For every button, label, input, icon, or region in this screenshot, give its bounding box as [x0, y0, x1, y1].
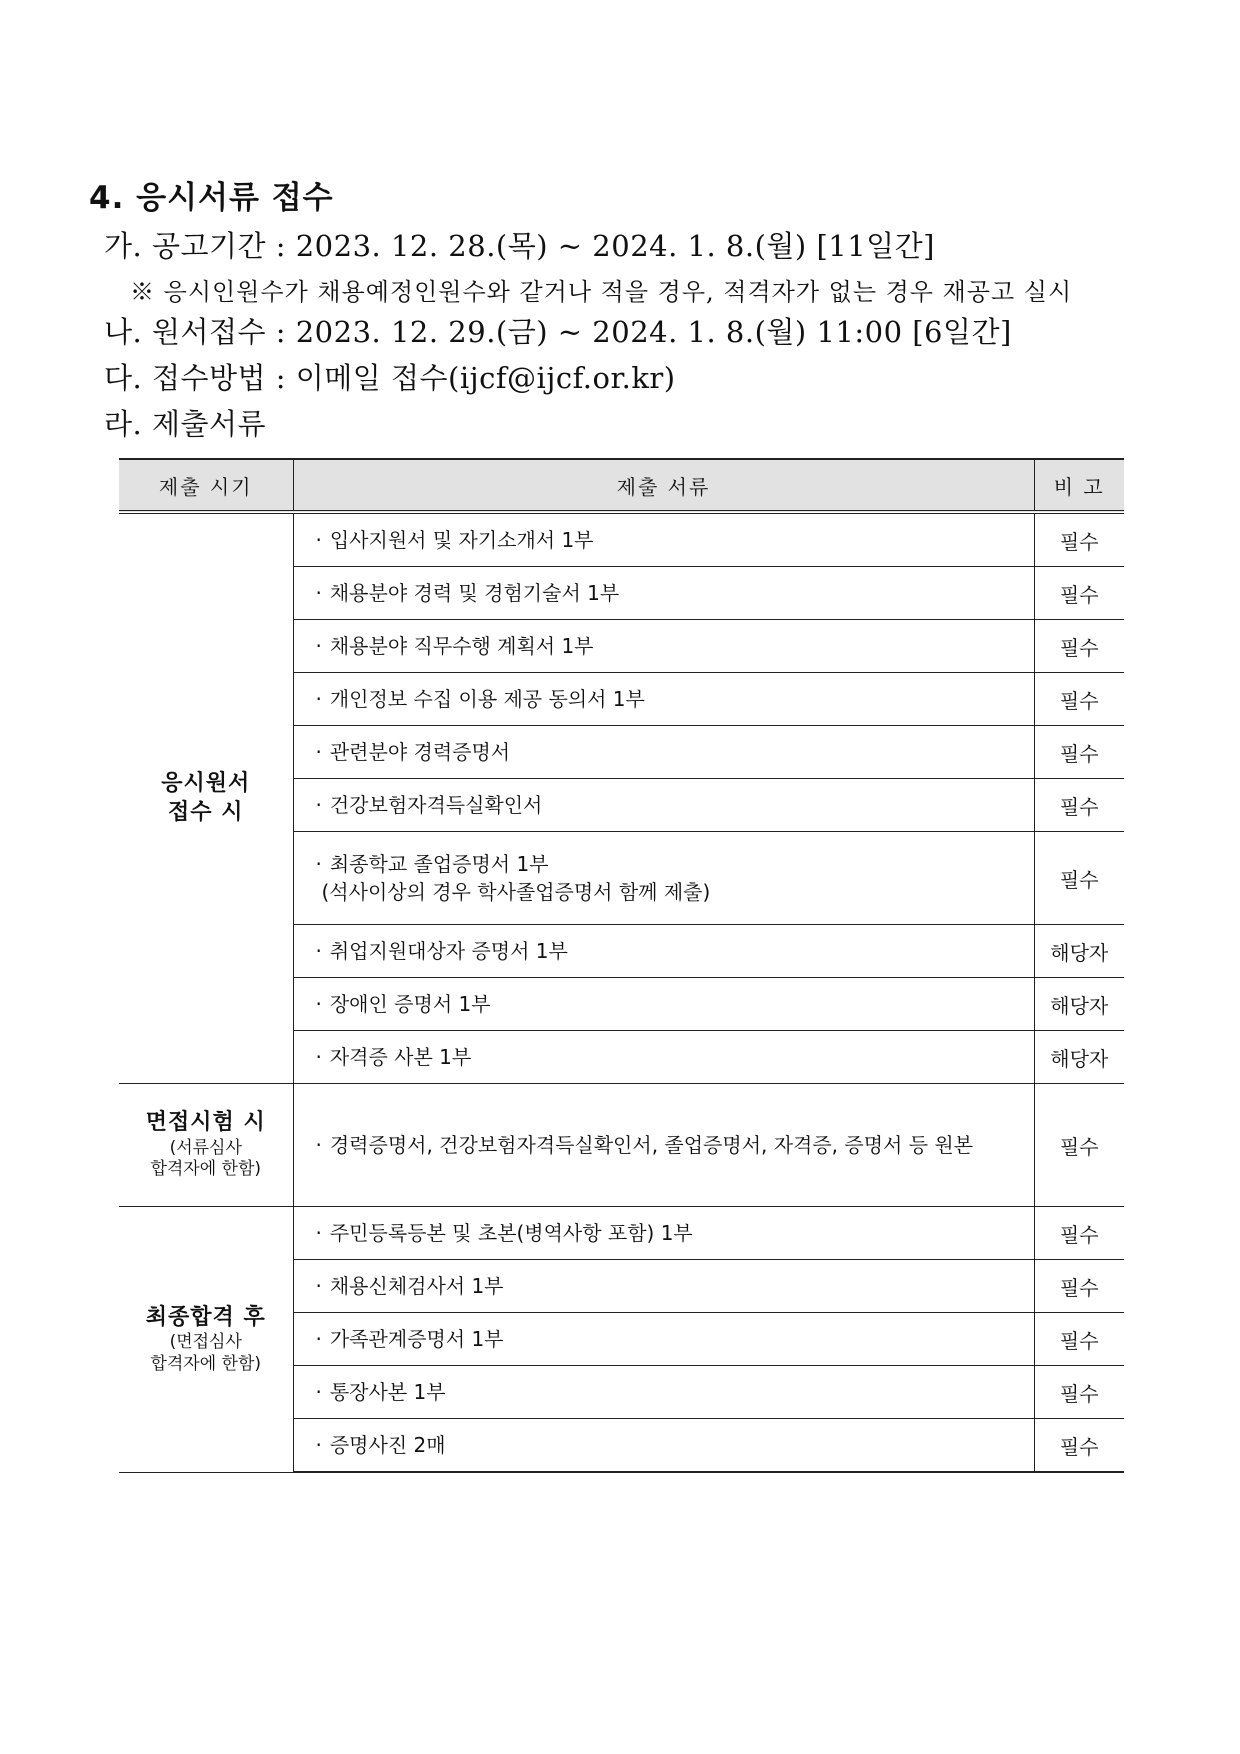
document-cell — [293, 1313, 1034, 1366]
table-row — [119, 512, 1124, 567]
remark-cell: 해당자 — [1034, 978, 1124, 1031]
bullet-icon: · — [315, 1045, 322, 1069]
bullet-icon: · — [315, 687, 322, 711]
document-cell — [293, 512, 1034, 567]
remark-cell: 필수 — [1034, 779, 1124, 832]
bullet-icon: · — [315, 939, 322, 963]
header-period: 제출 시기 — [119, 459, 293, 512]
document-cell — [293, 1207, 1034, 1260]
bullet-icon: · — [315, 992, 322, 1016]
table-row — [119, 1207, 1124, 1260]
table-row — [119, 1084, 1124, 1207]
document-name: 증명사진 2매 — [329, 1433, 446, 1457]
remark-cell: 필수 — [1034, 1366, 1124, 1419]
period-label: 최종합격 후 — [145, 1304, 266, 1330]
document-cell — [293, 779, 1034, 832]
document-cell — [293, 567, 1034, 620]
document-name: 경력증명서, 건강보험자격득실확인서, 졸업증명서, 자격증, 증명서 등 원본 — [329, 1133, 974, 1157]
document-cell — [293, 1031, 1034, 1084]
document-name: 통장사본 1부 — [329, 1380, 446, 1404]
bullet-icon: · — [315, 1133, 322, 1157]
bullet-icon: · — [315, 852, 322, 876]
document-name: 최종학교 졸업증명서 1부 — [329, 852, 549, 876]
remark-cell: 필수 — [1034, 620, 1124, 673]
remark-cell: 해당자 — [1034, 1031, 1124, 1084]
document-name: 채용분야 경력 및 경험기술서 1부 — [329, 581, 620, 605]
document-name: 관련분야 경력증명서 — [329, 740, 511, 764]
period-label: 면접시험 시 — [145, 1110, 266, 1136]
document-cell — [293, 726, 1034, 779]
bullet-icon: · — [315, 528, 322, 552]
period-cell — [119, 1207, 293, 1473]
bullet-icon: · — [315, 1274, 322, 1298]
document-subnote: (석사이상의 경우 학사졸업증명서 함께 제출) — [321, 880, 711, 904]
remark-cell: 필수 — [1034, 1260, 1124, 1313]
period-label: 응시원서 접수 시 — [161, 770, 251, 825]
required-documents-line: 라. 제출서류 — [104, 407, 267, 441]
bullet-icon: · — [315, 1380, 322, 1404]
period-sublabel: (면접심사 합격자에 한함) — [150, 1332, 262, 1374]
document-cell — [293, 832, 1034, 925]
document-cell — [293, 1084, 1034, 1207]
period-sublabel: (서류심사 합격자에 한함) — [150, 1138, 262, 1180]
remark-cell: 필수 — [1034, 673, 1124, 726]
bullet-icon: · — [315, 634, 322, 658]
document-cell — [293, 925, 1034, 978]
remark-cell: 필수 — [1034, 512, 1124, 567]
document-name: 개인정보 수집 이용 제공 동의서 1부 — [329, 687, 645, 711]
document-cell — [293, 673, 1034, 726]
remark-cell: 필수 — [1034, 1419, 1124, 1473]
document-name: 가족관계증명서 1부 — [329, 1327, 504, 1351]
documents-table — [119, 458, 1124, 1473]
bullet-icon: · — [315, 793, 322, 817]
remark-cell: 필수 — [1034, 1084, 1124, 1207]
header-remarks: 비 고 — [1034, 459, 1124, 512]
document-name: 입사지원서 및 자기소개서 1부 — [329, 528, 594, 552]
document-name: 장애인 증명서 1부 — [329, 992, 491, 1016]
header-documents: 제출 서류 — [293, 459, 1034, 512]
document-name: 주민등록등본 및 초본(병역사항 포함) 1부 — [329, 1221, 693, 1245]
bullet-icon: · — [315, 1221, 322, 1245]
re-announcement-notice: ※ 응시인원수가 채용예정인원수와 같거나 적을 경우, 적격자가 없는 경우 재공고 실시 — [130, 278, 1073, 306]
document-cell — [293, 978, 1034, 1031]
section-heading: 4. 응시서류 접수 — [89, 180, 334, 216]
bullet-icon: · — [315, 1433, 322, 1457]
document-name: 건강보험자격득실확인서 — [329, 793, 543, 817]
remark-cell: 필수 — [1034, 567, 1124, 620]
bullet-icon: · — [315, 740, 322, 764]
document-cell — [293, 620, 1034, 673]
posting-period-line: 가. 공고기간 : 2023. 12. 28.(목) ~ 2024. 1. 8.(월) [11일간] — [104, 229, 936, 263]
bullet-icon: · — [315, 581, 322, 605]
document-name: 채용분야 직무수행 계획서 1부 — [329, 634, 594, 658]
document-cell — [293, 1419, 1034, 1473]
remark-cell: 필수 — [1034, 832, 1124, 925]
period-cell — [119, 512, 293, 1084]
table-header-row — [119, 459, 1124, 512]
submission-method-line: 다. 접수방법 : 이메일 접수(ijcf@ijcf.or.kr) — [104, 361, 676, 395]
period-cell — [119, 1084, 293, 1207]
remark-cell: 필수 — [1034, 1313, 1124, 1366]
application-period-line: 나. 원서접수 : 2023. 12. 29.(금) ~ 2024. 1. 8.(월) 11:00 [6일간] — [104, 315, 1012, 349]
bullet-icon: · — [315, 1327, 322, 1351]
remark-cell: 필수 — [1034, 726, 1124, 779]
document-name: 채용신체검사서 1부 — [329, 1274, 504, 1298]
document-name: 자격증 사본 1부 — [329, 1045, 472, 1069]
table-body — [119, 512, 1124, 1472]
remark-cell: 해당자 — [1034, 925, 1124, 978]
document-name: 취업지원대상자 증명서 1부 — [329, 939, 568, 963]
document-cell — [293, 1260, 1034, 1313]
document-cell — [293, 1366, 1034, 1419]
remark-cell: 필수 — [1034, 1207, 1124, 1260]
